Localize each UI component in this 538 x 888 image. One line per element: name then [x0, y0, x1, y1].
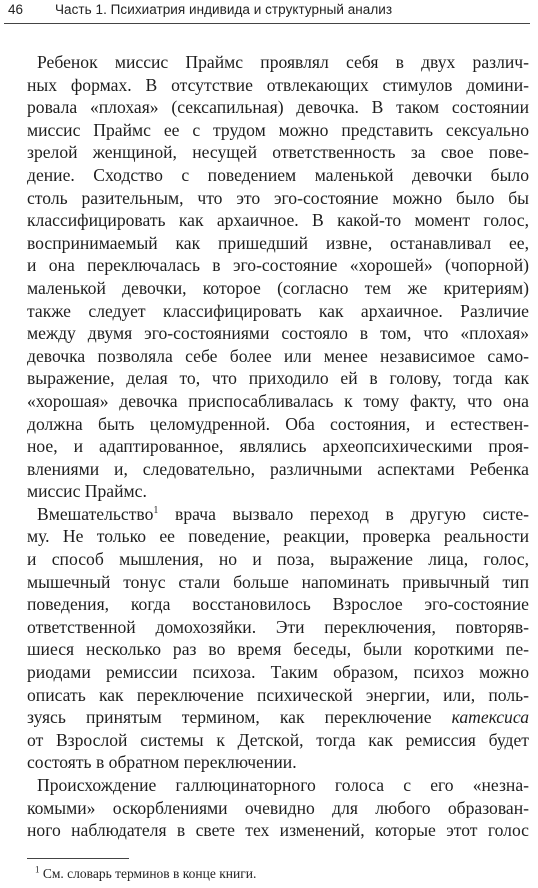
text-line: зрелой женщиной, несущей ответственность за свое пове-: [27, 142, 529, 163]
italic-term: катексиса: [451, 707, 529, 728]
text-line: мышечный тонус стали больше напоминать привычный тип: [27, 571, 529, 592]
text-line: дение. Сходство с поведением маленькой девочки было: [27, 164, 529, 185]
footnote-text: См. словарь терминов в конце книги.: [42, 866, 257, 881]
footnote-rule: [27, 858, 129, 859]
text-line: девочка позволяла себе более или менее независимое само-: [27, 345, 529, 366]
header-rule: [4, 23, 530, 24]
text-line: «хорошая» девочка приспосабливалась к тому факту, что она: [27, 390, 529, 411]
text-line: ного наблюдателя в свете тех изменений, которые этот голос: [27, 820, 529, 841]
text-line: поведения, когда восстановилось Взрослое эго-состояние: [27, 594, 529, 615]
text-line: комыми» оскорблениями очевидно для любого образован-: [27, 797, 529, 818]
text-fragment: зуясь принятым термином, как переключение: [27, 707, 452, 728]
text-line: маленькой девочки, которое (согласно тем же критериям): [27, 277, 529, 298]
text-line: ответственной домохозяйки. Эти переключения, повторяв-: [27, 616, 529, 637]
text-line: выражение, делая то, что приходило ей в голову, тогда как: [27, 368, 529, 389]
text-line: столь разительным, что это эго-состояние можно было бы: [27, 187, 529, 208]
text-line: миссис Праймс ее с трудом можно представить сексуально: [27, 119, 529, 140]
footnote-number: 1: [35, 864, 40, 875]
text-line: состоять в обратном переключении.: [27, 752, 297, 773]
text-line: также следует классифицировать как архаичное. Различие: [27, 300, 529, 321]
text-line: между двумя эго-состояниями состояло в том, что «плохая»: [27, 323, 529, 344]
text-line: шиеся несколько раз во время беседы, были короткими пе-: [27, 639, 529, 660]
text-line: и она переключалась в эго-состояние «хорошей» (чопорной): [27, 255, 529, 276]
text-line: классифицировать как архаичное. В какой-то момент голос,: [27, 210, 529, 231]
text-line: ровала «плохая» (сексапильная) девочка. В таком состоянии: [27, 97, 529, 118]
text-line: и способ мышления, но и поза, выражение лица, голос,: [27, 549, 529, 570]
paragraph-1: [27, 51, 529, 503]
text-line: ных формах. В отсутствие отвлекающих стимулов домини-: [27, 74, 529, 95]
running-header: [4, 0, 532, 22]
paragraph-3: [27, 774, 529, 842]
text-line: влениями и, следовательно, различными аспектами Ребенка: [27, 458, 529, 479]
text-line: му. Не только ее поведение, реакции, проверка реальности: [27, 526, 529, 547]
text-line: [27, 706, 529, 729]
text-line: риодами ремиссии психоза. Таким образом, психоз можно: [27, 662, 529, 683]
text-line: Ребенок миссис Праймс проявлял себя в двух различ-: [37, 52, 529, 72]
text-fragment: врача вызвало переход в другую систе-: [158, 503, 529, 524]
body-text: [27, 51, 529, 842]
text-line: ное, и адаптированное, являлись археопсихическими проя-: [27, 436, 529, 457]
text-line: воспринимаемый как пришедший извне, останавливал ее,: [27, 232, 529, 253]
text-fragment: Вмешательство: [37, 503, 154, 524]
text-line: от Взрослой системы к Детской, тогда как ремиссия будет: [27, 729, 529, 750]
text-line: [27, 503, 529, 526]
text-line: миссис Праймс.: [27, 481, 147, 502]
page-number: 46: [8, 2, 24, 17]
footnote: [35, 865, 256, 883]
text-line: должна быть целомудренной. Оба состояния, и естествен-: [27, 413, 529, 434]
text-line: Происхождение галлюцинаторного голоса с его «незна-: [37, 775, 529, 795]
paragraph-2: [27, 503, 529, 774]
footnote-marker: 1: [153, 505, 159, 517]
running-title: Часть 1. Психиатрия индивида и структурный анализ: [55, 2, 393, 17]
text-line: описать как переключение психической энергии, или, поль-: [27, 684, 529, 705]
